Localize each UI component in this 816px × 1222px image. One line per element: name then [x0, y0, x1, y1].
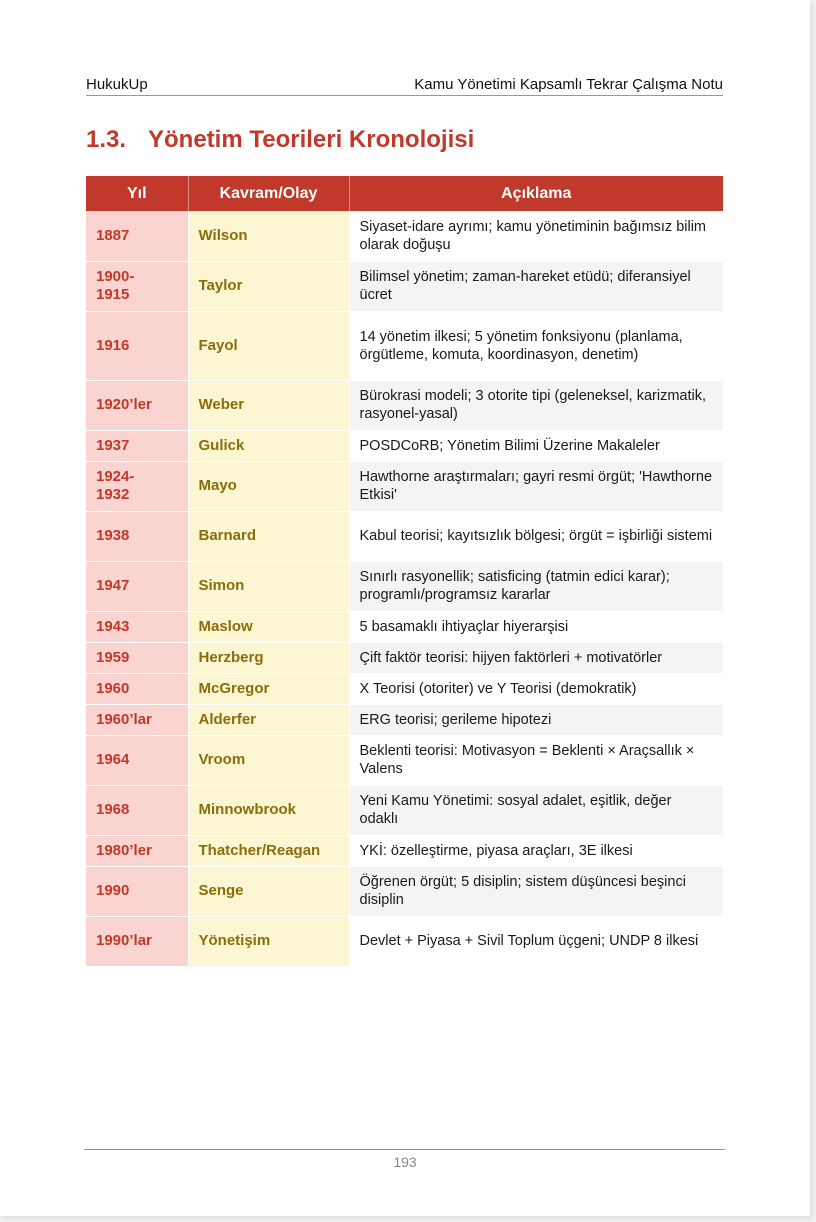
concept-cell: Senge: [188, 866, 349, 916]
description-cell: Siyaset-idare ayrımı; kamu yönetiminin bağımsız bilim olarak doğuşu: [349, 211, 723, 261]
concept-cell: McGregor: [188, 673, 349, 704]
table-row: [86, 561, 723, 611]
table-row: [86, 261, 723, 311]
year-cell: 1916: [86, 311, 188, 380]
concept-cell: Taylor: [188, 261, 349, 311]
concept-cell: Vroom: [188, 735, 349, 785]
table-header-row: [86, 176, 723, 211]
concept-cell: Thatcher/Reagan: [188, 835, 349, 866]
year-range-end: 1915: [96, 286, 130, 303]
table-row: [86, 785, 723, 835]
year-cell: 1980’ler: [86, 835, 188, 866]
table-body: [86, 211, 723, 966]
concept-cell: Yönetişim: [188, 916, 349, 966]
year-cell: [86, 261, 188, 311]
description-cell: 14 yönetim ilkesi; 5 yönetim fonksiyonu (planlama, örgütleme, komuta, koordinasyon, denetim): [349, 311, 723, 380]
table-row: [86, 642, 723, 673]
year-cell: [86, 461, 188, 511]
description-cell: Bürokrasi modeli; 3 otorite tipi (geleneksel, karizmatik, rasyonel-yasal): [349, 380, 723, 430]
concept-cell: Gulick: [188, 430, 349, 461]
year-cell: 1943: [86, 611, 188, 642]
concept-cell: Fayol: [188, 311, 349, 380]
year-cell: 1947: [86, 561, 188, 611]
concept-cell: Barnard: [188, 511, 349, 561]
section-title: [86, 126, 474, 154]
column-header-description: Açıklama: [349, 176, 723, 211]
table-row: [86, 511, 723, 561]
year-cell: 1920’ler: [86, 380, 188, 430]
year-cell: 1990: [86, 866, 188, 916]
description-cell: POSDCoRB; Yönetim Bilimi Üzerine Makaleler: [349, 430, 723, 461]
description-cell: Bilimsel yönetim; zaman-hareket etüdü; diferansiyel ücret: [349, 261, 723, 311]
concept-cell: Mayo: [188, 461, 349, 511]
description-cell: Sınırlı rasyonellik; satisficing (tatmin edici karar); programlı/programsız kararlar: [349, 561, 723, 611]
table-row: [86, 380, 723, 430]
table-row: [86, 835, 723, 866]
section-heading: Yönetim Teorileri Kronolojisi: [148, 126, 475, 153]
description-cell: 5 basamaklı ihtiyaçlar hiyerarşisi: [349, 611, 723, 642]
concept-cell: Maslow: [188, 611, 349, 642]
footer-rule: [84, 1149, 725, 1150]
table-row: [86, 611, 723, 642]
table-row: [86, 735, 723, 785]
year-cell: 1990’lar: [86, 916, 188, 966]
header-publisher: HukukUp: [86, 76, 148, 93]
description-cell: Yeni Kamu Yönetimi: sosyal adalet, eşitlik, değer odaklı: [349, 785, 723, 835]
concept-cell: Wilson: [188, 211, 349, 261]
header-document-title: Kamu Yönetimi Kapsamlı Tekrar Çalışma Notu: [414, 76, 723, 93]
table-row: [86, 673, 723, 704]
year-cell: 1887: [86, 211, 188, 261]
year-cell: 1938: [86, 511, 188, 561]
table-row: [86, 704, 723, 735]
year-range-start: 1924-: [96, 468, 135, 485]
table-row: [86, 866, 723, 916]
description-cell: Devlet + Piyasa + Sivil Toplum üçgeni; UNDP 8 ilkesi: [349, 916, 723, 966]
year-cell: 1964: [86, 735, 188, 785]
year-cell: 1960’lar: [86, 704, 188, 735]
table-row: [86, 430, 723, 461]
concept-cell: Simon: [188, 561, 349, 611]
concept-cell: Minnowbrook: [188, 785, 349, 835]
description-cell: Çift faktör teorisi: hijyen faktörleri + motivatörler: [349, 642, 723, 673]
chronology-table: [86, 176, 723, 967]
section-number: 1.3.: [86, 126, 127, 153]
year-range-start: 1900-: [96, 268, 135, 285]
description-cell: Beklenti teorisi: Motivasyon = Beklenti × Araçsallık × Valens: [349, 735, 723, 785]
description-cell: YKİ: özelleştirme, piyasa araçları, 3E ilkesi: [349, 835, 723, 866]
description-cell: Kabul teorisi; kayıtsızlık bölgesi; örgüt = işbirliği sistemi: [349, 511, 723, 561]
column-header-concept: Kavram/Olay: [188, 176, 349, 211]
running-header: [86, 76, 723, 96]
page-number: 193: [393, 1154, 417, 1170]
year-cell: 1960: [86, 673, 188, 704]
description-cell: ERG teorisi; gerileme hipotezi: [349, 704, 723, 735]
concept-cell: Herzberg: [188, 642, 349, 673]
concept-cell: Weber: [188, 380, 349, 430]
table-row: [86, 461, 723, 511]
year-cell: 1968: [86, 785, 188, 835]
year-cell: 1959: [86, 642, 188, 673]
year-range-end: 1932: [96, 486, 130, 503]
description-cell: Hawthorne araştırmaları; gayri resmi örgüt; 'Hawthorne Etkisi': [349, 461, 723, 511]
year-cell: 1937: [86, 430, 188, 461]
table-row: [86, 311, 723, 380]
description-cell: X Teorisi (otoriter) ve Y Teorisi (demokratik): [349, 673, 723, 704]
table-row: [86, 916, 723, 966]
description-cell: Öğrenen örgüt; 5 disiplin; sistem düşüncesi beşinci disiplin: [349, 866, 723, 916]
column-header-year: Yıl: [86, 176, 188, 211]
concept-cell: Alderfer: [188, 704, 349, 735]
table-row: [86, 211, 723, 261]
